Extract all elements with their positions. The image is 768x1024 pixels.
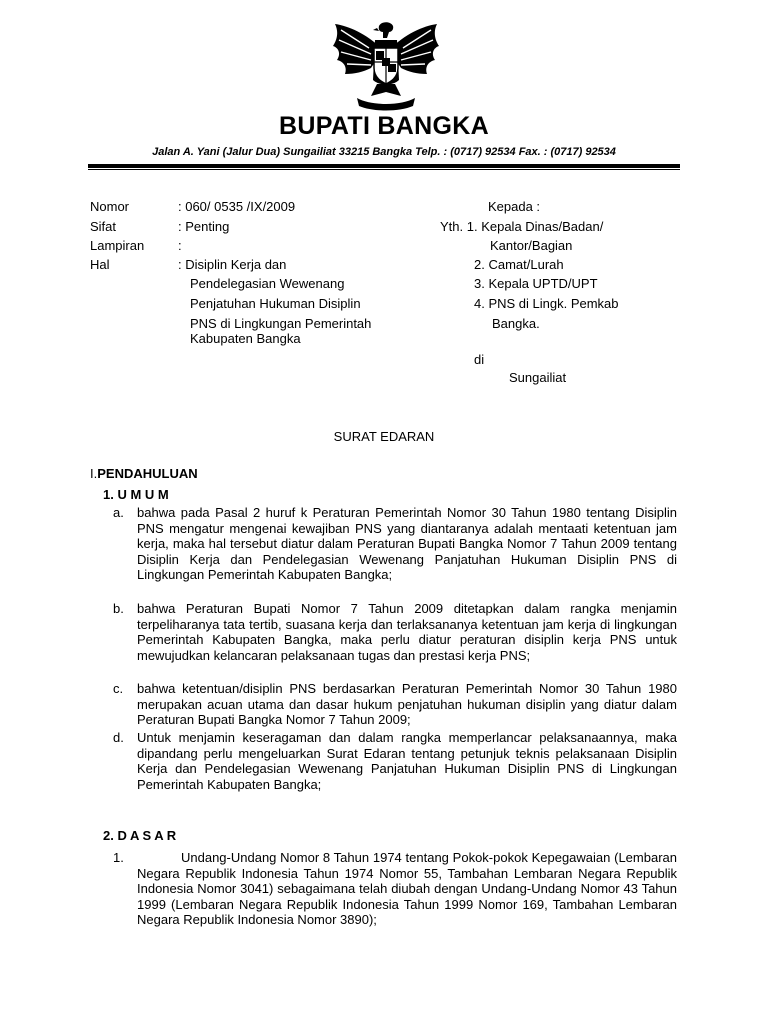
document-title: SURAT EDARAN (333, 429, 435, 444)
list-item-text: bahwa Peraturan Bupati Nomor 7 Tahun 2009 ditetapkan dalam rangka menjamin terpeliharanya tata tertib, suasana kerja dan terlaksananya ketentuan jam kerja di lingkungan Pemerintah Kabupaten Bangka, maka perlu diatur peraturan disiplin kerja PNS untuk mewujudkan kelancaran pelaksanaan tugas dan prestasi kerja PNS; (137, 601, 677, 663)
list-item-label: 1. (113, 850, 124, 865)
subsection-umum-title: 1. U M U M (103, 487, 169, 502)
nomor-value: : 060/ 0535 /IX/2009 (178, 199, 296, 214)
list-item-text: Untuk menjamin keseragaman dan dalam rangka memperlancar pelaksanaannya, maka dipandang perlu mengeluarkan Surat Edaran tentang petunjuk teknis pelaksanaan Disiplin Kerja dan Pendelegasian Wewenang Panjatuhan Hukuman Disiplin PNS di Lingkungan Pemerintah Kabupaten Bangka; (137, 730, 677, 792)
recipient-line: 4. PNS di Lingk. Pemkab (474, 296, 619, 311)
list-item-text: bahwa ketentuan/disiplin PNS berdasarkan Peraturan Pemerintah Nomor 30 Tahun 1980 merupakan acuan utama dan dasar hukum penjatuhan hukuman disiplin yang diatur dalam Peraturan Bupati Bangka Nomor 7 Tahun 2009; (137, 681, 677, 727)
recipient-line: Yth. 1. Kepala Dinas/Badan/ (440, 219, 604, 234)
recipient-di: di (474, 352, 485, 367)
hal-line: Kabupaten Bangka (190, 331, 301, 346)
hal-line: Penjatuhan Hukuman Disiplin (190, 296, 361, 311)
recipient-line: 2. Camat/Lurah (474, 257, 564, 272)
list-item-text: bahwa pada Pasal 2 huruf k Peraturan Pemerintah Nomor 30 Tahun 1980 tentang Disiplin PNS mengatur mengenai kewajiban PNS yang diantaranya adalah mentaati ketentuan jam kerja, maka hal tersebut diatur dalam Peraturan Bupati Bangka Nomor 7 Tahun 2009 tentang Disiplin Kerja dan Pendelegasian Wewenang Panjatuhan Hukuman Disiplin PNS di Lingkungan Pemerintah Kabupaten Bangka; (137, 505, 677, 582)
list-item-label: a. (113, 505, 124, 520)
letterhead-address: Jalan A. Yani (Jalur Dua) Sungailiat 33215 Bangka Telp. : (0717) 92534 Fax. : (0717) 92534 (152, 146, 616, 158)
list-item-label: d. (113, 730, 124, 745)
section-number: I. (90, 466, 98, 481)
recipient-kepada: Kepada : (488, 199, 541, 214)
hal-line: : Disiplin Kerja dan (178, 257, 287, 272)
list-item-label: c. (113, 681, 124, 696)
letterhead-divider (88, 164, 680, 168)
hal-label: Hal (90, 257, 110, 272)
recipient-line: 3. Kepala UPTD/UPT (474, 276, 598, 291)
sifat-label: Sifat (90, 219, 117, 234)
garuda-emblem-icon (327, 20, 445, 112)
recipient-line: Kantor/Bagian (490, 238, 573, 253)
recipient-line: Bangka. (492, 316, 540, 331)
letterhead-title: BUPATI BANGKA (279, 112, 489, 140)
sifat-value: : Penting (178, 219, 230, 234)
lampiran-value: : (178, 238, 182, 253)
nomor-label: Nomor (90, 199, 130, 214)
hal-line: PNS di Lingkungan Pemerintah (190, 316, 372, 331)
section-heading (90, 466, 198, 481)
hal-line: Pendelegasian Wewenang (190, 276, 345, 291)
list-item-text: Undang-Undang Nomor 8 Tahun 1974 tentang Pokok-pokok Kepegawaian (Lembaran Negara Republik Indonesia Tahun 1974 Nomor 55, Tambahan Lembaran Negara Republik Indonesia Nomor 3041) sebagaimana telah diubah dengan Undang-Undang Nomor 43 Tahun 1999 (Lembaran Negara Republik Indonesia Tahun 1999 Nomor 169, Tambahan Lembaran Negara Republik Indonesia Nomor 3890); (137, 850, 677, 927)
list-item-label: b. (113, 601, 124, 616)
section-title: PENDAHULUAN (97, 466, 198, 481)
recipient-place: Sungailiat (509, 370, 567, 385)
letterhead-divider-thin (88, 169, 680, 170)
lampiran-label: Lampiran (90, 238, 145, 253)
subsection-dasar-title: 2. D A S A R (103, 828, 177, 843)
